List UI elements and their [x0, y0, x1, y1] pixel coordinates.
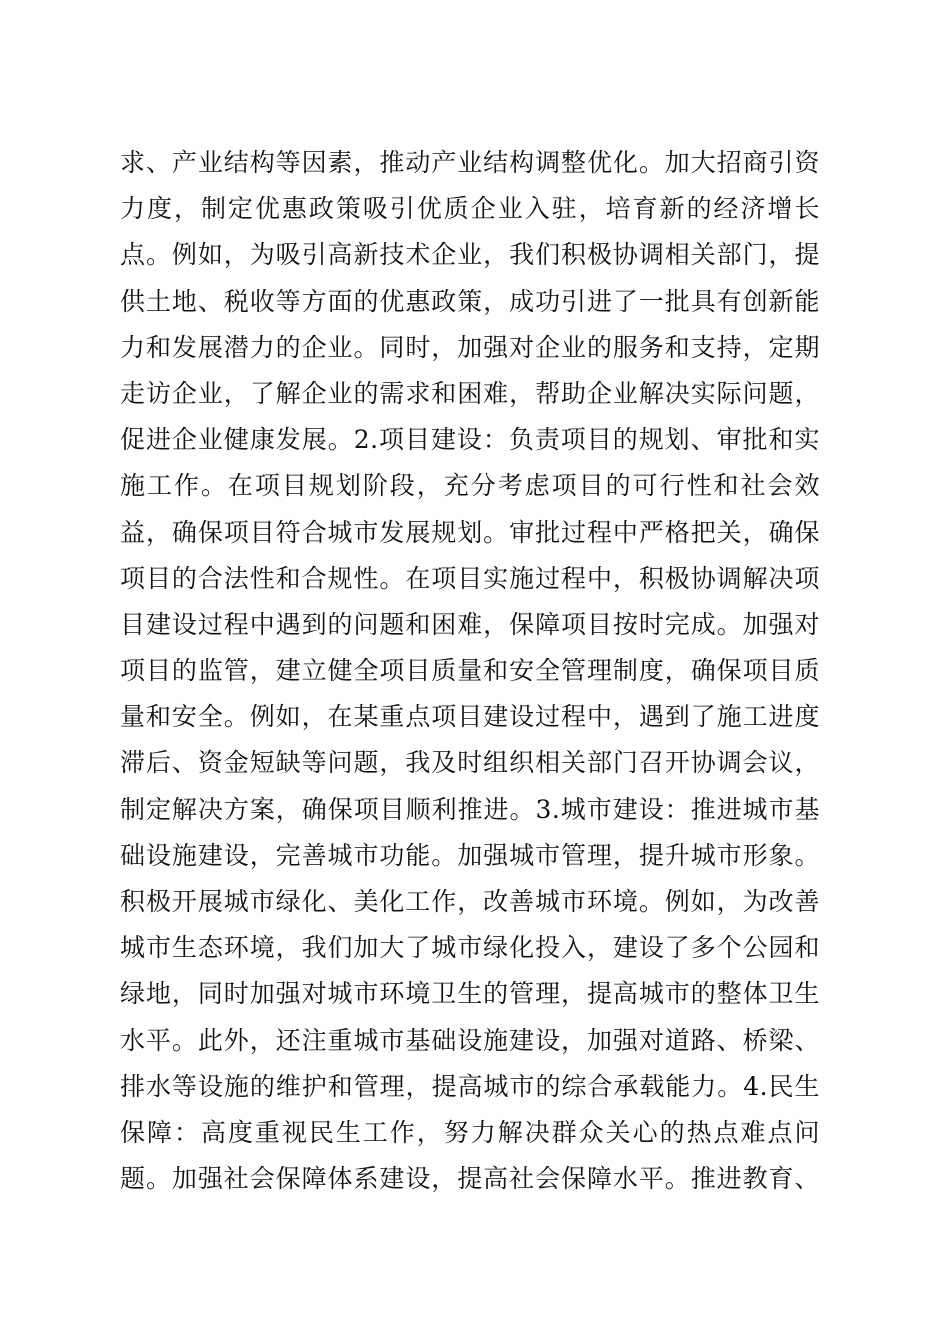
text-line: 力和发展潜力的企业。同时，加强对企业的服务和支持，定期 — [120, 332, 820, 362]
text-line: 项目的合法性和合规性。在项目实施过程中，积极协调解决项 — [120, 563, 820, 593]
text-line: 目建设过程中遇到的问题和困难，保障项目按时完成。加强对 — [120, 609, 820, 639]
text-line: 绿地，同时加强对城市环境卫生的管理，提高城市的整体卫生 — [120, 979, 820, 1009]
text-line: 积极开展城市绿化、美化工作，改善城市环境。例如，为改善 — [120, 887, 820, 916]
text-line: 点。例如，为吸引高新技术企业，我们积极协调相关部门，提 — [120, 240, 820, 270]
text-line: 供土地、税收等方面的优惠政策，成功引进了一批具有创新能 — [120, 286, 820, 316]
text-line: 施工作。在项目规划阶段，充分考虑项目的可行性和社会效 — [120, 471, 820, 501]
text-line: 础设施建设，完善城市功能。加强城市管理，提升城市形象。 — [120, 840, 820, 870]
text-line: 项目的监管，建立健全项目质量和安全管理制度，确保项目质 — [120, 656, 820, 686]
text-line: 滞后、资金短缺等问题，我及时组织相关部门召开协调会议， — [120, 748, 820, 778]
text-line: 城市生态环境，我们加大了城市绿化投入，建设了多个公园和 — [120, 933, 820, 963]
text-line: 求、产业结构等因素，推动产业结构调整优化。加大招商引资 — [120, 148, 820, 177]
text-line: 量和安全。例如，在某重点项目建设过程中，遇到了施工进度 — [120, 702, 820, 732]
body-text — [120, 140, 820, 1202]
text-line: 保障：高度重视民生工作，努力解决群众关心的热点难点问 — [120, 1117, 820, 1147]
text-line: 制定解决方案，确保项目顺利推进。3.城市建设：推进城市基 — [120, 794, 820, 824]
text-line: 排水等设施的维护和管理，提高城市的综合承载能力。4.民生 — [120, 1071, 820, 1101]
text-line: 走访企业，了解企业的需求和困难，帮助企业解决实际问题， — [120, 378, 820, 408]
text-line: 题。加强社会保障体系建设，提高社会保障水平。推进教育、 — [120, 1164, 820, 1194]
text-line: 促进企业健康发展。2.项目建设：负责项目的规划、审批和实 — [120, 425, 820, 455]
text-line: 水平。此外，还注重城市基础设施建设，加强对道路、桥梁、 — [120, 1025, 820, 1055]
text-line: 益，确保项目符合城市发展规划。审批过程中严格把关，确保 — [120, 517, 820, 547]
text-line: 力度，制定优惠政策吸引优质企业入驻，培育新的经济增长 — [120, 194, 820, 224]
